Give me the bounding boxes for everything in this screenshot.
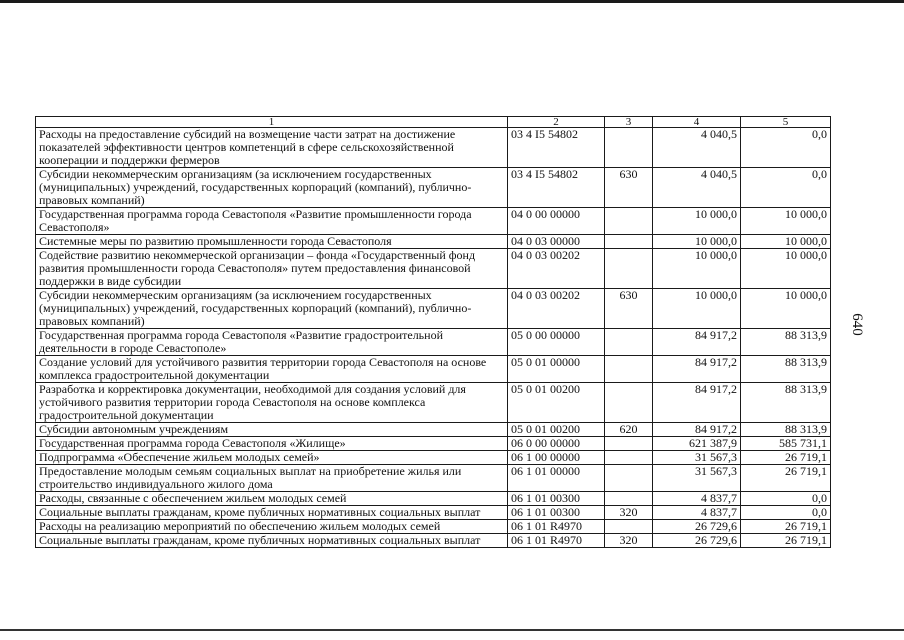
scan-top-edge xyxy=(0,0,904,3)
row-sum-year-1: 84 917,2 xyxy=(653,383,741,423)
row-code: 06 1 01 R4970 xyxy=(508,520,605,534)
row-sum-year-2: 88 313,9 xyxy=(741,383,831,423)
table-row xyxy=(36,383,831,423)
row-expense-type xyxy=(605,208,653,235)
row-name: Государственная программа города Севастополя «Развитие градостроительной деятельности в городе Севастополе» xyxy=(36,329,508,356)
row-code: 06 1 01 00300 xyxy=(508,492,605,506)
page-number: 640 xyxy=(848,313,865,336)
row-expense-type: 630 xyxy=(605,289,653,329)
table-row xyxy=(36,451,831,465)
table-row xyxy=(36,249,831,289)
row-expense-type xyxy=(605,437,653,451)
row-code: 05 0 01 00000 xyxy=(508,356,605,383)
row-sum-year-2: 88 313,9 xyxy=(741,329,831,356)
row-sum-year-1: 10 000,0 xyxy=(653,208,741,235)
row-expense-type xyxy=(605,383,653,423)
row-sum-year-1: 26 729,6 xyxy=(653,520,741,534)
row-code: 04 0 03 00000 xyxy=(508,235,605,249)
table-row xyxy=(36,465,831,492)
row-sum-year-2: 0,0 xyxy=(741,168,831,208)
row-expense-type: 320 xyxy=(605,534,653,548)
row-sum-year-1: 4 837,7 xyxy=(653,506,741,520)
row-name: Социальные выплаты гражданам, кроме публичных нормативных социальных выплат xyxy=(36,534,508,548)
row-expense-type: 630 xyxy=(605,168,653,208)
row-name: Расходы на реализацию мероприятий по обеспечению жильем молодых семей xyxy=(36,520,508,534)
row-expense-type xyxy=(605,356,653,383)
row-expense-type xyxy=(605,329,653,356)
row-expense-type xyxy=(605,235,653,249)
row-sum-year-2: 10 000,0 xyxy=(741,249,831,289)
row-code: 05 0 00 00000 xyxy=(508,329,605,356)
row-name: Создание условий для устойчивого развития территории города Севастополя на основе комплекса градостроительной документации xyxy=(36,356,508,383)
row-sum-year-1: 621 387,9 xyxy=(653,437,741,451)
row-name: Разработка и корректировка документации, необходимой для создания условий для устойчивого развития территории города Севастополя на основе комплекса градостроительной документации xyxy=(36,383,508,423)
row-name: Субсидии автономным учреждениям xyxy=(36,423,508,437)
table-row xyxy=(36,506,831,520)
row-sum-year-2: 88 313,9 xyxy=(741,356,831,383)
row-sum-year-1: 26 729,6 xyxy=(653,534,741,548)
row-name: Системные меры по развитию промышленности города Севастополя xyxy=(36,235,508,249)
row-name: Государственная программа города Севастополя «Жилище» xyxy=(36,437,508,451)
row-sum-year-2: 0,0 xyxy=(741,506,831,520)
table-row xyxy=(36,356,831,383)
row-sum-year-2: 26 719,1 xyxy=(741,451,831,465)
row-code: 03 4 I5 54802 xyxy=(508,128,605,168)
table-row xyxy=(36,208,831,235)
row-code: 05 0 01 00200 xyxy=(508,383,605,423)
row-code: 04 0 03 00202 xyxy=(508,249,605,289)
row-code: 06 1 01 00000 xyxy=(508,465,605,492)
row-code: 05 0 01 00200 xyxy=(508,423,605,437)
table-row xyxy=(36,423,831,437)
row-sum-year-2: 26 719,1 xyxy=(741,534,831,548)
row-name: Предоставление молодым семьям социальных выплат на приобретение жилья или строительство индивидуального жилого дома xyxy=(36,465,508,492)
row-sum-year-2: 585 731,1 xyxy=(741,437,831,451)
header-col-1: 1 xyxy=(36,117,508,128)
budget-table xyxy=(35,116,831,548)
row-code: 03 4 I5 54802 xyxy=(508,168,605,208)
row-code: 06 1 01 R4970 xyxy=(508,534,605,548)
table-row xyxy=(36,437,831,451)
row-sum-year-2: 10 000,0 xyxy=(741,235,831,249)
row-sum-year-2: 0,0 xyxy=(741,492,831,506)
row-sum-year-1: 4 837,7 xyxy=(653,492,741,506)
table-row xyxy=(36,289,831,329)
row-expense-type xyxy=(605,451,653,465)
row-name: Государственная программа города Севастополя «Развитие промышленности города Севастополя» xyxy=(36,208,508,235)
header-col-4: 4 xyxy=(653,117,741,128)
row-sum-year-2: 10 000,0 xyxy=(741,289,831,329)
row-sum-year-1: 84 917,2 xyxy=(653,423,741,437)
row-sum-year-1: 10 000,0 xyxy=(653,235,741,249)
row-sum-year-1: 10 000,0 xyxy=(653,289,741,329)
header-col-5: 5 xyxy=(741,117,831,128)
table-row xyxy=(36,534,831,548)
table-row xyxy=(36,168,831,208)
table-header-row xyxy=(36,117,831,128)
scan-bottom-edge xyxy=(0,629,904,631)
row-sum-year-2: 0,0 xyxy=(741,128,831,168)
table-row xyxy=(36,329,831,356)
row-name: Подпрограмма «Обеспечение жильем молодых семей» xyxy=(36,451,508,465)
row-expense-type xyxy=(605,128,653,168)
row-expense-type: 620 xyxy=(605,423,653,437)
header-col-2: 2 xyxy=(508,117,605,128)
row-sum-year-1: 31 567,3 xyxy=(653,451,741,465)
row-name: Субсидии некоммерческим организациям (за исключением государственных (муниципальных) учреждений, государственных корпораций (компаний), публично-правовых компаний) xyxy=(36,168,508,208)
row-sum-year-1: 84 917,2 xyxy=(653,329,741,356)
row-sum-year-1: 4 040,5 xyxy=(653,168,741,208)
row-name: Содействие развитию некоммерческой организации – фонда «Государственный фонд развития промышленности города Севастополя» путем предоставления финансовой поддержки в виде субсидии xyxy=(36,249,508,289)
row-name: Расходы на предоставление субсидий на возмещение части затрат на достижение показателей эффективности центров компетенций в сфере сельскохозяйственной кооперации и поддержки фермеров xyxy=(36,128,508,168)
row-name: Расходы, связанные с обеспечением жильем молодых семей xyxy=(36,492,508,506)
row-sum-year-1: 84 917,2 xyxy=(653,356,741,383)
table-row xyxy=(36,235,831,249)
header-col-3: 3 xyxy=(605,117,653,128)
table-row xyxy=(36,520,831,534)
table-row xyxy=(36,128,831,168)
row-code: 04 0 03 00202 xyxy=(508,289,605,329)
row-sum-year-2: 26 719,1 xyxy=(741,520,831,534)
row-sum-year-1: 10 000,0 xyxy=(653,249,741,289)
row-code: 06 1 01 00300 xyxy=(508,506,605,520)
table-row xyxy=(36,492,831,506)
row-name: Социальные выплаты гражданам, кроме публичных нормативных социальных выплат xyxy=(36,506,508,520)
row-name: Субсидии некоммерческим организациям (за исключением государственных (муниципальных) учреждений, государственных корпораций (компаний), публично-правовых компаний) xyxy=(36,289,508,329)
row-sum-year-2: 10 000,0 xyxy=(741,208,831,235)
row-code: 06 0 00 00000 xyxy=(508,437,605,451)
row-sum-year-1: 31 567,3 xyxy=(653,465,741,492)
row-code: 06 1 00 00000 xyxy=(508,451,605,465)
row-expense-type xyxy=(605,249,653,289)
row-sum-year-1: 4 040,5 xyxy=(653,128,741,168)
row-expense-type xyxy=(605,465,653,492)
row-code: 04 0 00 00000 xyxy=(508,208,605,235)
row-expense-type: 320 xyxy=(605,506,653,520)
row-expense-type xyxy=(605,492,653,506)
row-expense-type xyxy=(605,520,653,534)
row-sum-year-2: 26 719,1 xyxy=(741,465,831,492)
row-sum-year-2: 88 313,9 xyxy=(741,423,831,437)
